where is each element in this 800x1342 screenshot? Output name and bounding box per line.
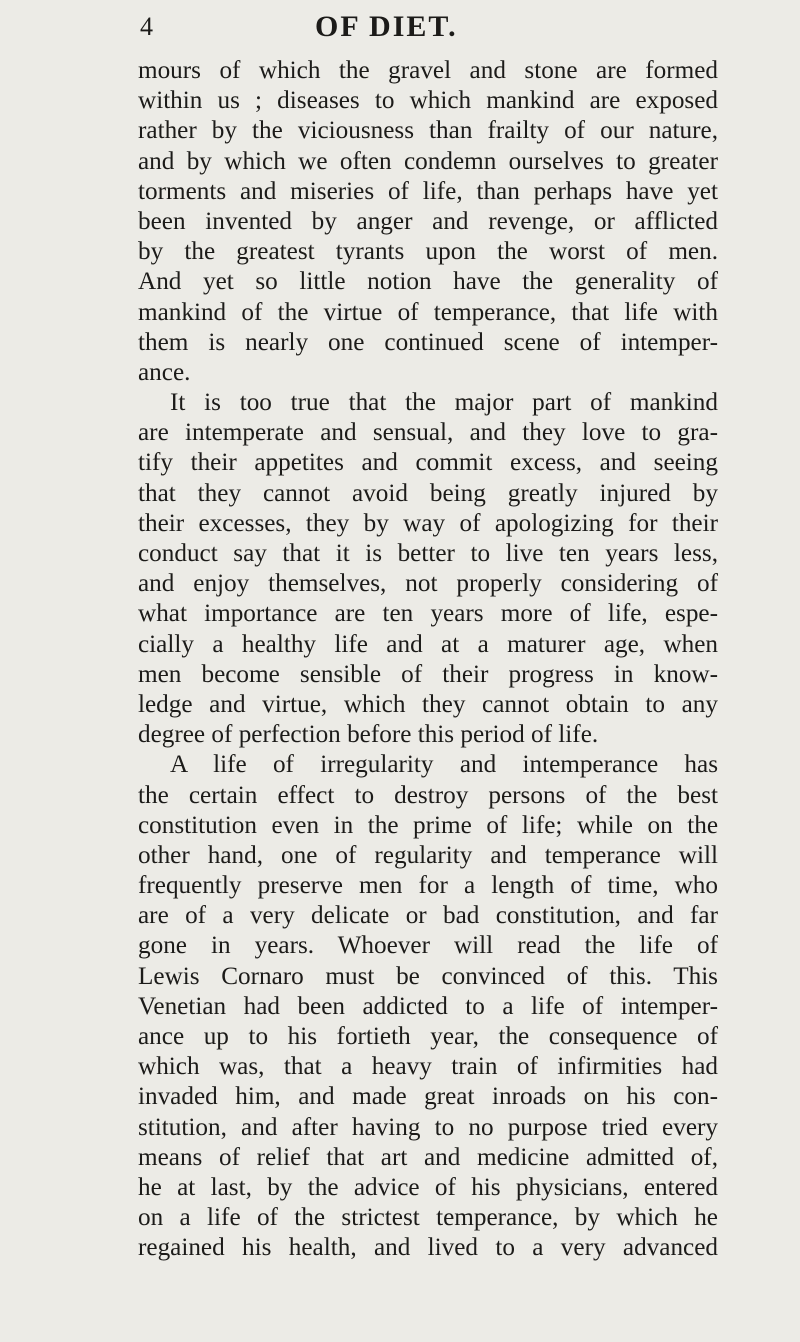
text-line: conduct say that it is better to live ten years less, [138,540,718,567]
text-line: invaded him, and made great inroads on his con- [138,1083,718,1111]
text-line: degree of perfection before this period of life. [138,721,599,749]
text-line: by the greatest tyrants upon the worst of men. [138,238,718,266]
text-line: ance. [138,358,191,386]
text-line: are intemperate and sensual, and they love to gra- [138,419,718,447]
text-line: tify their appetites and commit excess, and seeing [138,449,718,477]
text-line: torments and miseries of life, than perhaps have yet [138,177,718,205]
text-line: and enjoy themselves, not properly considering of [138,570,718,598]
text-line: gone in years. Whoever will read the life of [138,932,718,960]
text-line: means of relief that art and medicine admitted of, [138,1143,718,1171]
text-line: Venetian had been addicted to a life of intemper- [138,992,718,1020]
text-line: constitution even in the prime of life; while on the [138,811,718,839]
text-line: stitution, and after having to no purpose tried every [138,1113,718,1141]
text-line: other hand, one of regularity and temperance will [138,841,718,869]
text-line: men become sensible of their progress in know- [138,660,718,688]
paragraph-first-line: It is too true that the major part of mankind [170,389,718,417]
text-line: which was, that a heavy train of infirmities had [138,1053,718,1081]
text-line: And yet so little notion have the generality of [138,268,718,296]
text-line: frequently preserve men for a length of time, who [138,872,718,900]
text-line: ance up to his fortieth year, the consequence of [138,1023,718,1050]
text-line: what importance are ten years more of life, espe- [138,600,718,628]
text-line: regained his health, and lived to a very advanced [138,1234,718,1262]
text-line: Lewis Cornaro must be convinced of this. This [138,962,718,990]
text-line: on a life of the strictest temperance, by which he [138,1204,718,1232]
body-text [138,56,718,1264]
paragraph-first-line: A life of irregularity and intemperance has [170,751,718,779]
text-line: mankind of the virtue of temperance, that life with [138,298,718,326]
text-line: within us ; diseases to which mankind are exposed [138,87,718,115]
text-line: that they cannot avoid being greatly injured by [138,479,718,507]
text-line: their excesses, they by way of apologizing for their [138,509,718,537]
text-line: mours of which the gravel and stone are formed [138,57,718,84]
running-head [0,12,800,52]
page-number: 4 [140,12,153,41]
text-line: ledge and virtue, which they cannot obtain to any [138,690,718,718]
text-line: the certain effect to destroy persons of the best [138,781,718,809]
text-line: he at last, by the advice of his physicians, entered [138,1173,718,1201]
text-line: cially a healthy life and at a maturer age, when [138,630,718,658]
header-title: OF DIET. [315,10,458,43]
text-line: and by which we often condemn ourselves to greater [138,147,718,175]
text-line: been invented by anger and revenge, or afflicted [138,207,718,235]
text-line: are of a very delicate or bad constitution, and far [138,902,718,930]
text-line: them is nearly one continued scene of intemper- [138,328,718,356]
text-line: rather by the viciousness than frailty of our nature, [138,117,718,145]
